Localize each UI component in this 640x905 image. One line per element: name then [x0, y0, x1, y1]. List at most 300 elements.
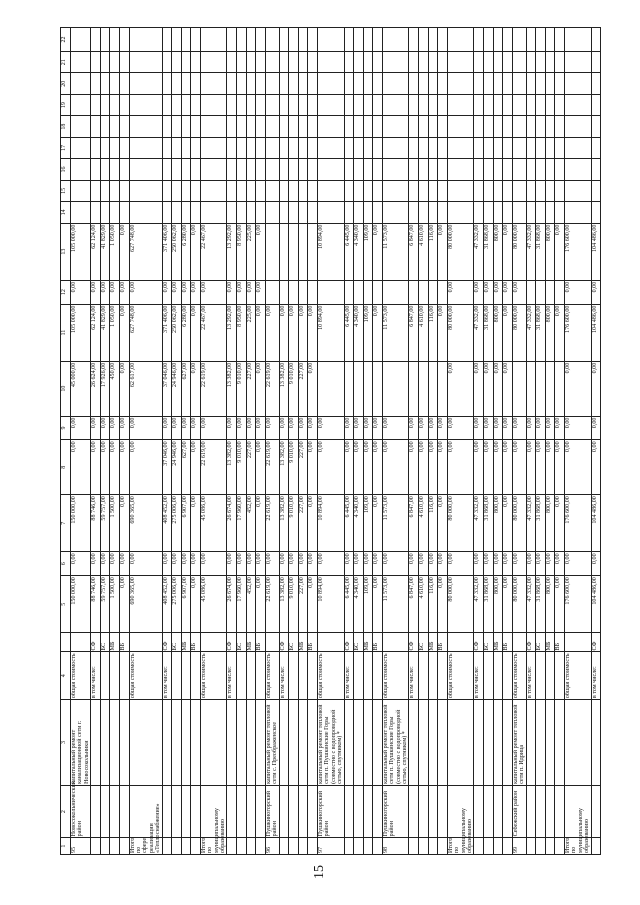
table-cell: 105 000,00	[71, 304, 91, 361]
table-cell: в том числе:	[162, 652, 172, 700]
table-cell	[200, 73, 227, 94]
table-cell: 227,00	[246, 440, 256, 495]
table-cell: 0,00	[129, 552, 162, 576]
table-row	[591, 28, 601, 855]
table-cell: 104 486,00	[591, 495, 601, 552]
table-cell: общая стоимость	[265, 652, 279, 700]
table-cell: 408 452,00	[162, 576, 172, 633]
table-cell	[162, 700, 172, 786]
table-cell	[373, 280, 383, 304]
column-number: 6	[61, 552, 71, 576]
table-cell: 26 674,00	[227, 495, 237, 552]
table-row	[555, 28, 565, 855]
table-cell	[545, 280, 555, 304]
table-cell	[308, 180, 318, 201]
table-cell	[354, 202, 364, 223]
table-cell	[256, 116, 266, 137]
table-cell: 0,00	[172, 416, 182, 440]
table-cell: 176 600,00	[564, 304, 591, 361]
table-cell	[512, 116, 526, 137]
table-cell	[181, 838, 191, 855]
table-cell	[308, 280, 318, 304]
table-cell: 0,00	[119, 304, 129, 361]
table-cell	[71, 52, 91, 73]
table-cell: 11 573,00	[382, 304, 409, 361]
table-cell	[354, 838, 364, 855]
table-cell: 6 847,00	[409, 495, 419, 552]
table-cell	[493, 73, 503, 94]
column-number-row	[61, 28, 71, 855]
table-cell	[110, 137, 120, 158]
table-cell: 80 000,00	[447, 223, 474, 280]
table-cell: 0,00	[100, 552, 110, 576]
table-cell	[382, 202, 409, 223]
table-cell: 0,00	[536, 440, 546, 495]
table-cell	[227, 785, 237, 837]
table-cell	[308, 116, 318, 137]
table-cell	[536, 652, 546, 700]
table-cell	[512, 202, 526, 223]
table-cell	[308, 652, 318, 700]
table-cell: 0,00	[354, 416, 364, 440]
table-cell	[298, 202, 308, 223]
table-cell	[119, 159, 129, 180]
table-row	[246, 28, 256, 855]
table-cell: 0,00	[289, 416, 299, 440]
table-cell	[564, 633, 591, 652]
table-cell: 0,00	[100, 416, 110, 440]
table-cell: 0,00	[200, 416, 227, 440]
table-cell	[526, 280, 536, 304]
table-cell	[428, 785, 438, 837]
table-cell	[484, 652, 494, 700]
table-cell	[564, 73, 591, 94]
table-cell: 452,00	[246, 576, 256, 633]
table-cell	[409, 73, 419, 94]
table-cell	[373, 180, 383, 201]
table-cell	[564, 116, 591, 137]
table-cell	[484, 700, 494, 786]
table-cell	[172, 137, 182, 158]
table-cell: 0,00	[474, 361, 484, 416]
table-cell: 0,00	[317, 416, 344, 440]
table-row	[419, 28, 429, 855]
table-cell	[100, 652, 110, 700]
table-cell: 0,00	[447, 552, 474, 576]
table-cell	[298, 223, 308, 280]
table-cell: 22 619,00	[265, 495, 279, 552]
column-number: 14	[61, 202, 71, 223]
table-cell	[265, 94, 279, 115]
table-cell: 24 946,00	[172, 440, 182, 495]
table-cell	[279, 94, 289, 115]
table-cell	[298, 28, 308, 52]
table-cell	[237, 28, 247, 52]
table-cell: 0,00	[91, 280, 101, 304]
table-row	[227, 28, 237, 855]
table-cell	[100, 28, 110, 52]
table-cell	[100, 785, 110, 837]
table-cell	[181, 180, 191, 201]
table-cell: Пушкиногорский район	[317, 785, 344, 837]
table-cell: 227,00	[298, 495, 308, 552]
table-cell: 0,00	[172, 280, 182, 304]
table-cell: 6 445,00	[344, 223, 354, 280]
table-cell: 0,00	[246, 552, 256, 576]
table-cell	[484, 73, 494, 94]
table-cell	[298, 137, 308, 158]
table-row	[119, 28, 129, 855]
column-number: 4	[61, 652, 71, 700]
table-cell	[237, 73, 247, 94]
table-cell	[100, 73, 110, 94]
table-cell	[100, 159, 110, 180]
table-cell: 0,00	[317, 440, 344, 495]
table-cell	[503, 180, 513, 201]
table-cell	[474, 116, 484, 137]
table-cell	[100, 137, 110, 158]
table-cell: 1 500,00	[110, 576, 120, 633]
table-cell	[129, 159, 162, 180]
table-cell	[237, 159, 247, 180]
table-cell	[373, 94, 383, 115]
table-cell	[172, 785, 182, 837]
table-cell	[474, 202, 484, 223]
table-cell: в том числе:	[526, 652, 536, 700]
table-cell: 37 046,00	[162, 440, 172, 495]
table-cell	[409, 280, 419, 304]
table-cell: 0,00	[555, 552, 565, 576]
table-cell: 17 960,00	[237, 495, 247, 552]
table-cell: 62 617,00	[129, 361, 162, 416]
table-cell: МБ	[428, 633, 438, 652]
table-cell	[555, 94, 565, 115]
table-cell: 690 365,00	[129, 576, 162, 633]
table-cell: 227,00	[298, 576, 308, 633]
table-cell	[545, 52, 555, 73]
table-cell	[344, 180, 354, 201]
table-cell	[438, 652, 448, 700]
table-cell: 227,00	[298, 440, 308, 495]
table-cell	[100, 52, 110, 73]
table-cell	[503, 73, 513, 94]
table-cell: 62 124,00	[91, 223, 101, 280]
table-cell	[91, 180, 101, 201]
table-cell	[354, 159, 364, 180]
table-cell	[438, 202, 448, 223]
table-cell: 0,00	[289, 552, 299, 576]
table-cell: 31 868,00	[536, 223, 546, 280]
table-cell: 0,00	[308, 416, 318, 440]
table-cell	[526, 700, 536, 786]
table-cell: 0,00	[129, 440, 162, 495]
table-cell: 13 382,00	[279, 495, 289, 552]
table-cell	[237, 785, 247, 837]
table-cell	[474, 700, 484, 786]
table-row	[564, 28, 591, 855]
table-row	[289, 28, 299, 855]
table-cell	[526, 116, 536, 137]
table-cell	[308, 137, 318, 158]
table-cell: 0,00	[503, 576, 513, 633]
table-cell	[344, 700, 354, 786]
table-cell	[191, 52, 201, 73]
table-cell	[246, 73, 256, 94]
table-cell: 45 000,00	[71, 361, 91, 416]
table-cell: 0,00	[503, 552, 513, 576]
table-cell: 4 340,00	[354, 495, 364, 552]
table-cell: 0,00	[256, 361, 266, 416]
table-cell: 0,00	[409, 440, 419, 495]
table-cell	[237, 202, 247, 223]
table-cell	[289, 116, 299, 137]
table-cell	[181, 700, 191, 786]
table-cell: 0,00	[373, 440, 383, 495]
table-cell	[526, 361, 536, 416]
table-cell	[200, 633, 227, 652]
table-cell	[298, 94, 308, 115]
table-cell	[289, 280, 299, 304]
table-cell: 0,00	[503, 416, 513, 440]
table-cell	[526, 180, 536, 201]
table-cell	[91, 159, 101, 180]
table-cell: 47 332,00	[526, 576, 536, 633]
table-cell	[493, 116, 503, 137]
table-cell: 109,00	[363, 576, 373, 633]
table-cell	[227, 838, 237, 855]
table-cell	[591, 180, 601, 201]
table-cell	[354, 361, 364, 416]
table-cell	[91, 202, 101, 223]
table-cell: 0,00	[308, 552, 318, 576]
table-cell	[344, 137, 354, 158]
table-cell	[419, 361, 429, 416]
table-cell: 0,00	[110, 416, 120, 440]
table-cell	[129, 633, 162, 652]
table-cell: 0,00	[536, 552, 546, 576]
table-cell	[373, 52, 383, 73]
table-cell: 0,00	[308, 304, 318, 361]
table-cell	[363, 361, 373, 416]
table-cell	[438, 116, 448, 137]
table-cell	[191, 180, 201, 201]
table-cell: 0,00	[484, 440, 494, 495]
table-cell	[256, 28, 266, 52]
table-cell: 0,00	[555, 576, 565, 633]
table-cell	[191, 94, 201, 115]
table-cell	[289, 700, 299, 786]
table-cell	[227, 94, 237, 115]
table-cell	[474, 838, 484, 855]
table-cell	[172, 52, 182, 73]
table-cell	[298, 838, 308, 855]
table-cell	[493, 838, 503, 855]
column-number: 12	[61, 280, 71, 304]
table-cell: 0,00	[91, 440, 101, 495]
table-cell: 0,00	[71, 440, 91, 495]
column-number	[61, 633, 71, 652]
table-cell	[191, 202, 201, 223]
table-cell: 0,00	[545, 416, 555, 440]
table-cell	[246, 652, 256, 700]
table-cell: 17 960,00	[237, 576, 247, 633]
table-cell: 0,00	[317, 552, 344, 576]
table-cell	[526, 137, 536, 158]
table-cell	[438, 180, 448, 201]
table-cell: 0,00	[71, 552, 91, 576]
table-cell	[162, 137, 172, 158]
table-cell	[438, 838, 448, 855]
table-cell	[317, 52, 344, 73]
table-cell	[564, 700, 591, 786]
table-cell: 627,00	[181, 361, 191, 416]
table-cell	[555, 180, 565, 201]
table-cell	[503, 52, 513, 73]
table-cell	[409, 202, 419, 223]
table-row	[354, 28, 364, 855]
table-cell	[162, 116, 172, 137]
table-cell: 0,00	[512, 440, 526, 495]
table-cell	[91, 137, 101, 158]
table-row	[428, 28, 438, 855]
table-cell: МБ	[493, 633, 503, 652]
table-cell	[317, 28, 344, 52]
column-number: 7	[61, 495, 71, 552]
table-cell	[119, 73, 129, 94]
table-cell: 0,00	[564, 280, 591, 304]
table-cell: 0,00	[246, 280, 256, 304]
table-cell: 95	[71, 838, 91, 855]
table-cell	[191, 116, 201, 137]
table-cell: Итого по сфере реализации «Теплоснабжение»	[129, 803, 162, 853]
table-cell	[289, 223, 299, 280]
table-cell	[317, 280, 344, 304]
table-cell: 104 486,00	[591, 223, 601, 280]
table-cell	[317, 202, 344, 223]
table-cell: 0,00	[308, 361, 318, 416]
table-cell	[71, 180, 91, 201]
table-cell	[181, 652, 191, 700]
table-cell	[363, 785, 373, 837]
column-number: 19	[61, 94, 71, 115]
table-cell	[289, 94, 299, 115]
table-cell: 0,00	[344, 416, 354, 440]
table-row	[172, 28, 182, 855]
table-cell	[256, 137, 266, 158]
table-cell	[484, 159, 494, 180]
table-cell	[536, 116, 546, 137]
table-cell	[71, 116, 91, 137]
table-cell	[591, 137, 601, 158]
table-cell	[419, 28, 429, 52]
table-cell	[363, 52, 373, 73]
table-cell: 88 746,00	[91, 576, 101, 633]
table-cell: СФ	[526, 633, 536, 652]
table-cell	[91, 73, 101, 94]
table-cell	[536, 28, 546, 52]
table-cell	[526, 785, 536, 837]
table-cell: в том числе:	[279, 652, 289, 700]
table-cell	[110, 52, 120, 73]
table-cell: 6 445,00	[344, 304, 354, 361]
table-cell: ВБ	[373, 633, 383, 652]
table-cell	[555, 116, 565, 137]
table-cell: 0,00	[237, 416, 247, 440]
table-cell	[308, 28, 318, 52]
table-cell	[373, 28, 383, 52]
table-cell: 371 406,00	[162, 223, 172, 280]
table-cell	[373, 838, 383, 855]
table-cell	[409, 700, 419, 786]
table-cell	[129, 73, 162, 94]
table-cell: 0,00	[200, 280, 227, 304]
table-cell	[438, 700, 448, 786]
table-cell: 800,00	[545, 223, 555, 280]
table-cell: МБ	[363, 633, 373, 652]
table-cell	[265, 52, 279, 73]
table-cell: 176 600,00	[564, 223, 591, 280]
table-cell: 6 847,00	[409, 576, 419, 633]
table-cell: в том числе:	[91, 652, 101, 700]
table-cell	[237, 652, 247, 700]
table-row	[512, 28, 526, 855]
table-cell	[227, 52, 237, 73]
table-cell: 0,00	[591, 416, 601, 440]
table-cell: 0,00	[100, 440, 110, 495]
table-cell	[227, 28, 237, 52]
table-cell	[382, 116, 409, 137]
table-cell: 47 332,00	[474, 495, 484, 552]
table-cell	[419, 700, 429, 786]
table-cell	[91, 28, 101, 52]
table-cell	[110, 652, 120, 700]
table-cell: БС	[536, 633, 546, 652]
table-row	[493, 28, 503, 855]
table-cell	[447, 116, 474, 137]
table-cell: 99	[512, 838, 526, 855]
table-cell	[344, 361, 354, 416]
table-cell	[256, 838, 266, 855]
table-cell: 13 292,00	[227, 304, 237, 361]
table-cell: общая стоимость	[129, 652, 162, 700]
table-cell: 0,00	[363, 440, 373, 495]
table-cell: 0,00	[71, 416, 91, 440]
table-cell: 0,00	[545, 440, 555, 495]
column-number: 1	[61, 838, 71, 855]
table-cell	[447, 202, 474, 223]
table-cell: СФ	[474, 633, 484, 652]
table-cell: 800,00	[493, 304, 503, 361]
table-cell	[555, 838, 565, 855]
table-cell: БС	[419, 633, 429, 652]
table-cell: 0,00	[256, 416, 266, 440]
table-cell	[119, 838, 129, 855]
table-row	[373, 28, 383, 855]
table-cell	[512, 361, 526, 416]
table-cell	[363, 652, 373, 700]
table-cell	[344, 116, 354, 137]
table-cell	[484, 116, 494, 137]
table-cell	[545, 159, 555, 180]
table-cell	[438, 280, 448, 304]
table-cell	[129, 202, 162, 223]
table-cell	[419, 116, 429, 137]
table-cell	[363, 28, 373, 52]
table-cell	[555, 785, 565, 837]
table-cell	[91, 52, 101, 73]
table-cell: 97	[317, 838, 344, 855]
table-cell	[526, 159, 536, 180]
